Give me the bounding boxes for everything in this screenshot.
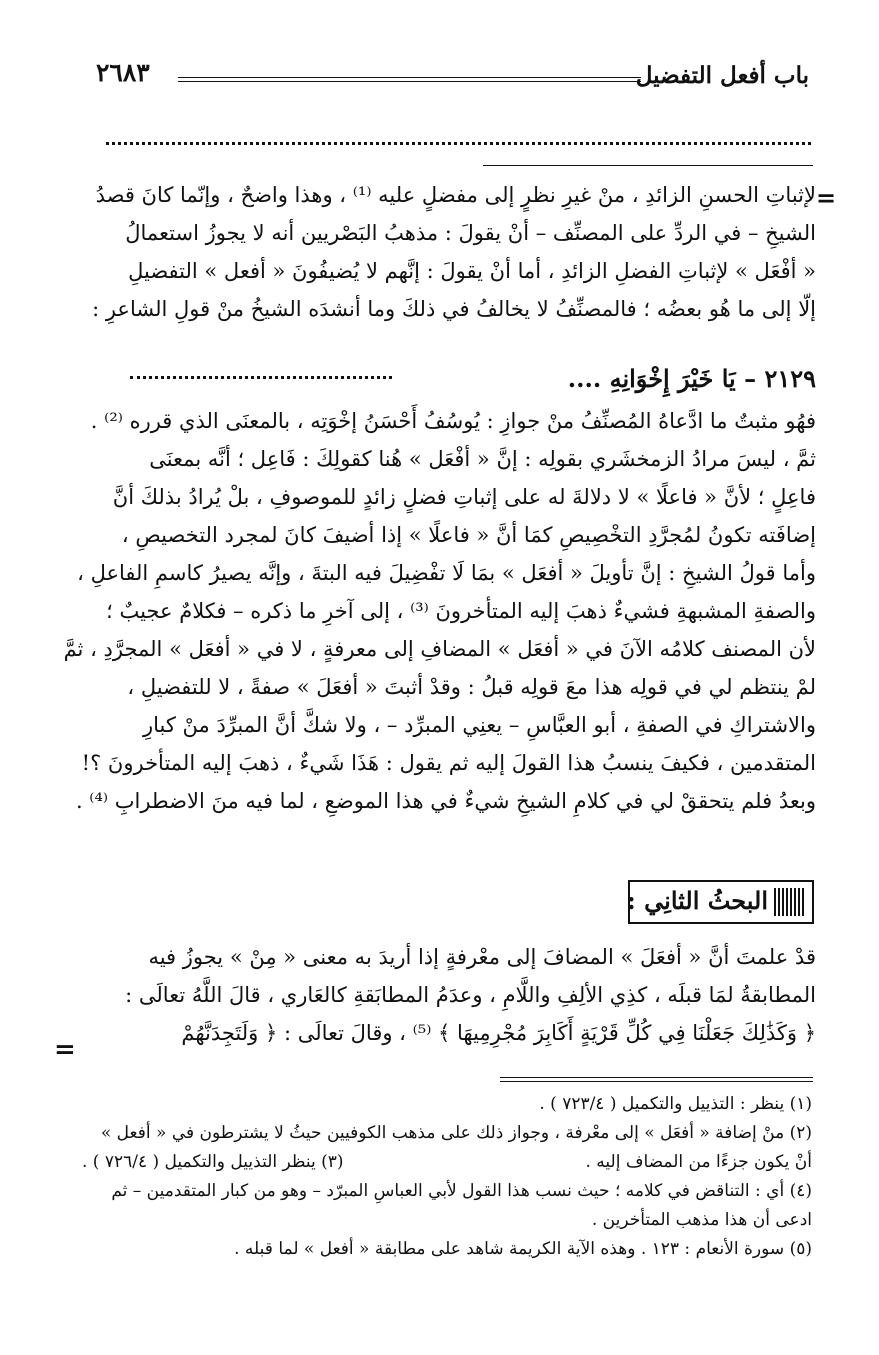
text-line: ثمَّ ، ليسَ مرادُ الزمخشَري بقولِه : إنَّ « أفْعَل » هُنا كقولِكَ : فَاعِل ؛ أنَّه بمعنَى [149,447,816,471]
text-line: « أفْعَل » لإثباتِ الفضلِ الزائدِ ، أما أنْ يقولَ : إنَّهم لا يُضيفُونَ « أفعل » التفضيلِ [128,259,816,283]
section-heading-box [628,880,814,924]
footnote-1: (١) ينظر : التذييل والتكميل ( ٧٢٣/٤ ) . [539,1094,812,1114]
text-line: المطابقةُ لمَا قبلَه ، كذِي الألِفِ واللَّامِ ، وعدَمُ المطابَقةِ كالعَاري ، قالَ اللَّهُ تعالَى : [125,983,816,1007]
text-line: إلّا إلى ما هُو بعضُه ؛ فالمصنِّفُ لا يخالفُ في ذلكَ وما أنشدَه الشيخُ منْ قولِ الشاعرِ : [92,297,816,321]
text-line: إضافَته تكونُ لمُجرَّدِ التخْصِيصِ كمَا أنَّ « فاعلًا » إذا أضيفَ كانَ لمجرد التخصيصِ ، [121,523,816,547]
text-line: فهُو مثبتٌ ما ادَّعاهُ المُصنِّفُ منْ جوازِ : يُوسُفُ أَحْسَنُ إخْوَتِه ، بالمعنَى الذي قرره ⁽²⁾ . [90,409,816,433]
text-line: الشيخِ – في الردِّ على المصنِّف – أنْ يقولَ : مذهبُ البَصْريين أنه لا يجوزُ استعمالُ [125,221,816,245]
text-line: وأما قولُ الشيخِ : إنَّ تأويلَ « أفعَل » بمَا لَا تفْضِيلَ فيه البتةَ ، وإنَّه يصيرُ كاسمِ الفاعلِ ، [77,561,816,585]
footnotes [82,1090,812,1264]
text-line: فاعِلٍ ؛ لأنَّ « فاعلًا » لا دلالةَ له على إثباتِ فضلٍ زائدٍ للموصوفِ ، بلْ يُرادُ بذلكَ أنَّ [112,485,816,509]
header-double-rule [178,77,641,82]
text-line: والصفةِ المشبهةِ فشيءٌ ذهبَ إليه المتأخرونَ ⁽³⁾ ، إلى آخرِ ما ذكره – فكلامٌ عجيبٌ ؛ [106,599,816,623]
footnote-rule-second [500,1081,813,1082]
top-dotted-separator [106,142,811,145]
section-title: البحثُ الثانِي : [626,886,768,915]
footnote-4: (٤) أي : التناقض في كلامه ؛ حيث نسب هذا القول لأبي العباسِ المبرّد – وهو من كبار المتقدمين – ثم [111,1181,812,1201]
footnote-3: (٣) ينظر التذييل والتكميل ( ٧٢٦/٤ ) . [82,1152,344,1172]
paragraph-3 [96,938,816,1052]
text-line: لإثباتِ الحسنِ الزائدِ ، منْ غيرِ نظرٍ إلى مفضلٍ عليه ⁽¹⁾ ، وهذا واضحٌ ، وإنّما كانَ قصدُ [95,183,816,207]
text-line: قدْ علمتَ أنَّ « أفعَلَ » المضافَ إلى معْرفةٍ إذا أريدَ به معنى « مِنْ » يجوزُ فيه [148,945,816,969]
verse-text: ٢١٢٩ – يَا خَيْرَ إِخْوَانِهِ .... [567,364,816,393]
running-title: باب أفعل التفضيل [635,62,809,89]
continuation-mark-end: = [54,1035,76,1065]
footnote-rule [500,1077,813,1078]
continuation-mark-start: = [816,183,837,212]
paragraph-1 [92,176,816,328]
text-line: والاشتراكِ في الصفةِ ، أبو العبَّاسِ – يعنِي المبرِّد – ، ولا شكَّ أنَّ المبرِّدَ منْ كبارِ [143,713,816,737]
footnote-4-continuation: ادعى أن هذا مذهب المتأخرين . [591,1210,812,1230]
text-line: ﴿ وَكَذَٰلِكَ جَعَلْنَا فِي كُلِّ قَرْيَةٍ أَكَابِرَ مُجْرِمِيهَا ﴾ ⁽⁵⁾ ، وقالَ تعالَى : ﴿ وَلَتَجِدَنَّهُمْ [181,1021,816,1045]
text-line: المتقدمين ، فكيفَ ينسبُ هذا القولَ إليه ثم يقول : هَذَا شَيءٌ ، ذهبَ إليه المتأخرونَ ؟! [81,751,816,775]
decorative-bars [774,888,806,916]
footnote-5: (٥) سورة الأنعام : ١٢٣ . وهذه الآية الكريمة شاهد على مطابقة « أفعل » لما قبله . [234,1239,812,1259]
text-line: لأن المصنف كلامُه الآنَ في « أفعَل » المضافِ إلى معرفةٍ ، لا في « أفعَل » المجرَّدِ ، ثمَّ [63,637,816,661]
text-line: وبعدُ فلم يتحققْ لي في كلامِ الشيخِ شيءٌ في هذا الموضعِ ، لما فيه منَ الاضطرابِ ⁽⁴⁾ . [75,789,816,813]
top-short-rule [483,165,813,166]
footnote-2-continuation: أنْ يكون جزءًا من المضاف إليه . [585,1152,812,1172]
footnote-2: (٢) منْ إضافة « أفعَل » إلى معْرفة ، وجواز ذلك على مذهب الكوفيين حيثُ لا يشترطون في « أفعل » [100,1123,812,1143]
poetry-verse [96,360,816,398]
page-number: ٢٦٨٣ [96,58,150,87]
verse-ellipsis-dots [130,376,392,379]
footnote-2-3-line [82,1148,812,1177]
text-line: لمْ ينتظم لي في قولِه هذا معَ قولِه قبلُ : وقدْ أثبتَ « أفعَلَ » صفةً ، لا للتفضيلِ ، [127,675,816,699]
page-header [96,56,809,96]
paragraph-2 [63,402,816,820]
